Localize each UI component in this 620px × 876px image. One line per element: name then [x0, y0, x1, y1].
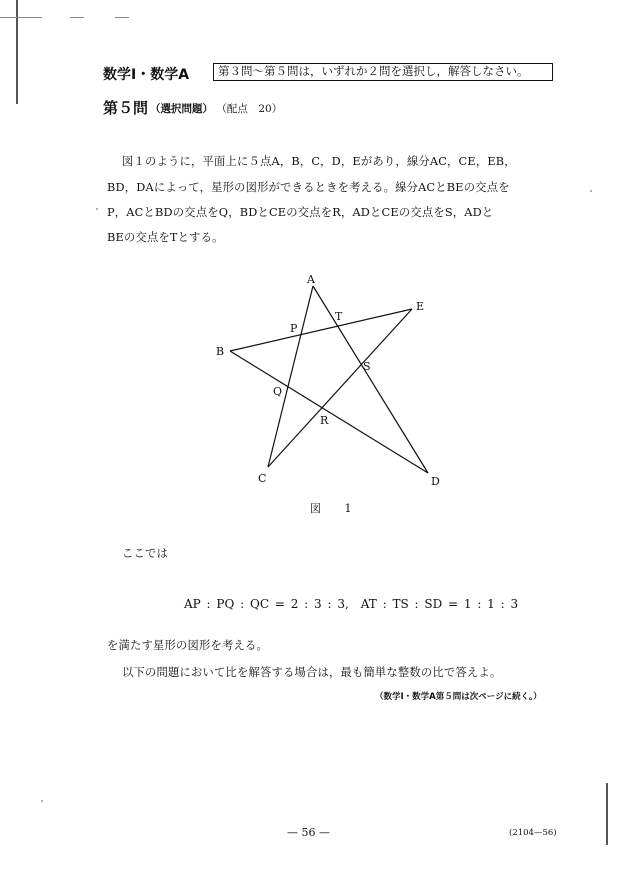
points-label: （配点 20） [216, 103, 283, 115]
label-a: A [307, 273, 315, 286]
intro-line-1: 図１のように，平面上に５点A，B，C，D，Eがあり，線分AC，CE，EB， [122, 155, 516, 168]
label-d: D [431, 475, 440, 488]
subject-heading: 数学Ⅰ・数学A [103, 67, 190, 83]
segment-da [313, 286, 428, 473]
scan-edge-line [606, 783, 608, 845]
scan-edge-line [115, 17, 129, 18]
scan-speck [41, 800, 43, 802]
label-b: B [216, 345, 225, 358]
selection-instruction: 第３問～第５問は，いずれか２問を選択し，解答しなさい。 [213, 63, 553, 81]
label-c: C [258, 472, 267, 485]
star-figure [195, 265, 455, 495]
label-p: P [290, 322, 298, 335]
elective-tag: （選択問題） [150, 103, 213, 115]
scan-edge-line [16, 0, 18, 104]
scan-edge-line [0, 17, 42, 18]
condition-lead: ここでは [122, 547, 168, 560]
condition-after: を満たす星形の図形を考える。 [107, 639, 268, 652]
segment-eb [230, 309, 412, 351]
label-e: E [416, 300, 425, 313]
label-q: Q [273, 385, 283, 398]
scan-edge-line [70, 17, 84, 18]
label-s: S [363, 360, 371, 373]
intro-line-4: BEの交点をTとする。 [107, 231, 224, 244]
page-number: — 56 — [287, 826, 330, 839]
ratio-condition: AP : PQ : QC = 2 : 3 : 3, AT : TS : SD = 1 : 1 : 3 [184, 597, 519, 611]
continue-note: （数学Ⅰ・数学A第５問は次ページに続く。） [375, 692, 542, 702]
problem-meta [150, 101, 282, 116]
scan-speck [96, 208, 98, 210]
scan-speck [590, 190, 592, 192]
segment-ac [268, 286, 313, 467]
figure-caption: 図 1 [310, 502, 362, 515]
segment-bd [230, 351, 428, 473]
label-r: R [320, 414, 329, 427]
answer-note: 以下の問題において比を解答する場合は，最も簡単な整数の比で答えよ。 [122, 666, 502, 679]
intro-line-3: P，ACとBDの交点をQ，BDとCEの交点をR，ADとCEの交点をS，ADと [107, 206, 494, 219]
problem-title: 第５問 [103, 99, 149, 117]
page-code: (2104—56) [509, 828, 557, 838]
label-t: T [335, 310, 343, 323]
intro-line-2: BD，DAによって，星形の図形ができるときを考える。線分ACとBEの交点を [107, 181, 510, 194]
